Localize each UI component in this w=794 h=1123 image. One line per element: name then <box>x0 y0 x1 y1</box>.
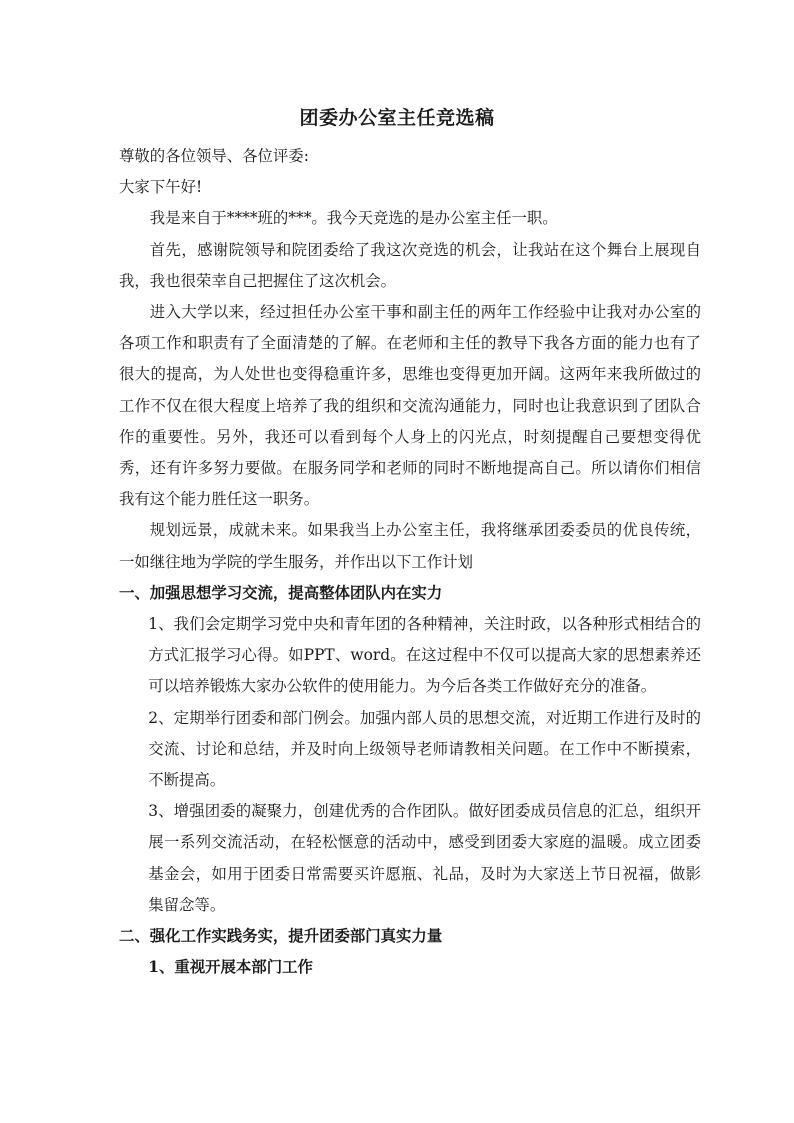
paragraph-vision: 规划远景，成就未来。如果我当上办公室主任，我将继承团委委员的优良传统，一如继往地为学院的学生服务，并作出以下工作计划 <box>119 521 701 571</box>
greeting: 大家下午好! <box>119 178 203 197</box>
paragraph-intro: 我是来自于****班的***。我今天竞选的是办公室主任一职。 <box>149 209 558 228</box>
document-title: 团委办公室主任竞选稿 <box>299 107 495 129</box>
section-heading-2: 二、强化工作实践务实，提升团委部门真实力量 <box>119 927 443 946</box>
paragraph-thanks: 首先，感谢院领导和院团委给了我这次竞选的机会，让我站在这个舞台上展现自我，我也很荣幸自己把握住了这次机会。 <box>119 240 701 290</box>
document-body <box>119 141 701 983</box>
subsection-heading-1: 1、重视开展本部门工作 <box>148 958 313 977</box>
plan-item-3: 3、增强团委的凝聚力，创建优秀的合作团队。做好团委成员信息的汇总，组织开展一系列交流活动，在轻松惬意的活动中，感受到团委大家庭的温暖。成立团委基金会，如用于团委日常需要买许愿瓶、礼品，及时为大家送上节日祝福，做影集留念等。 <box>148 802 701 914</box>
salutation: 尊敬的各位领导、各位评委: <box>119 147 309 165</box>
paragraph-experience: 进入大学以来，经过担任办公室干事和副主任的两年工作经验中让我对办公室的各项工作和职责有了全面清楚的了解。在老师和主任的教导下我各方面的能力也有了很大的提高，为人处世也变得稳重许多，思维也变得更加开阔。这两年来我所做过的工作不仅在很大程度上培养了我的组织和交流沟通能力，同时也让我意识到了团队合作的重要性。另外，我还可以看到每个人身上的闪光点，时刻提醒自己要想变得优秀，还有许多努力要做。在服务同学和老师的同时不断地提高自己。所以请你们相信我有这个能力胜任这一职务。 <box>119 303 701 509</box>
plan-item-1: 1、我们会定期学习党中央和青年团的各种精神，关注时政，以各种形式相结合的方式汇报学习心得。如PPT、word。在这过程中不仅可以提高大家的思想素养还可以培养锻炼大家办公软件的使用能力。为今后各类工作做好充分的准备。 <box>148 615 701 696</box>
plan-item-2: 2、定期举行团委和部门例会。加强内部人员的思想交流，对近期工作进行及时的交流、讨论和总结，并及时向上级领导老师请教相关问题。在工作中不断摸索，不断提高。 <box>148 708 701 790</box>
section-heading-1: 一、加强思想学习交流，提高整体团队内在实力 <box>119 583 443 602</box>
